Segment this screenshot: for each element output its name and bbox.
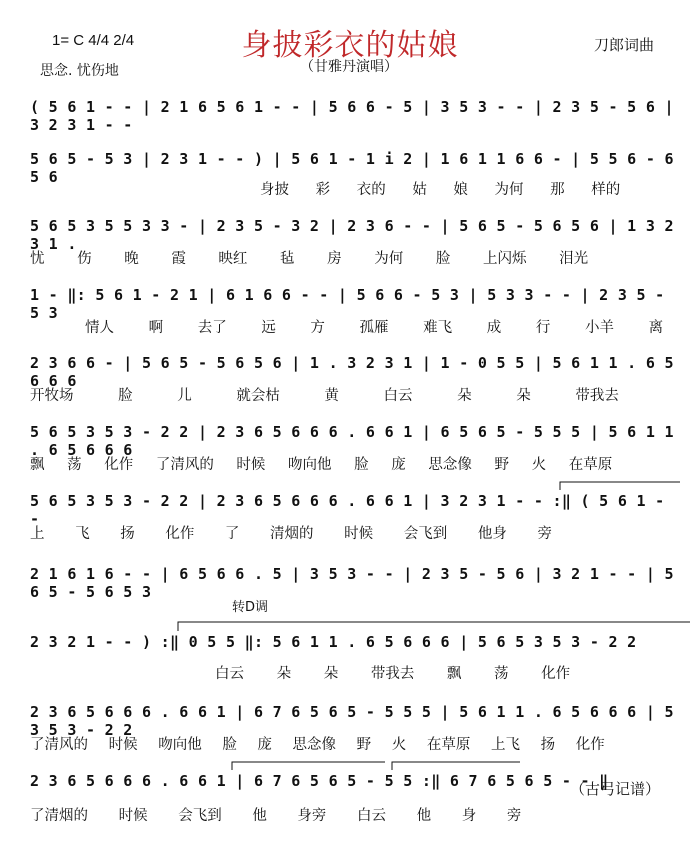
lyric-line: 白云 朵 朵 带我去 飘 荡 化作: [215, 666, 571, 682]
lyric-line: 身披 彩 衣的 姑 娘 为何 那 样的: [260, 182, 621, 198]
lyric-line: 了清烟的 时候 会飞到 他 身旁 白云 他 身 旁: [30, 808, 522, 824]
notation-line: 5 6 5 3 5 5 3 3 - | 2 3 5 - 3 2 | 2 3 6 - - | 5 6 5 - 5 6 5 6 | 1 3 2 3 1 .: [30, 217, 674, 253]
volta-bracket-1: [560, 482, 680, 490]
notation-line: 5 6 5 3 5 3 - 2 2 | 2 3 6 5 6 6 6 . 6 6 1 | 3 2 3 1 - - :‖ ( 5 6 1 - -: [30, 492, 665, 528]
lyric-line: 飘 荡 化作 了清风的 时候 吻向他 脸 庞 思念像 野 火 在草原: [30, 457, 613, 473]
notation-line: 1 - ‖: 5 6 1 - 2 1 | 6 1 6 6 - - | 5 6 6 - 5 3 | 5 3 3 - - | 2 3 5 - 5 3: [30, 286, 665, 322]
lyric-line: 情人 啊 去了 远 方 孤雁 难飞 成 行 小羊 离: [85, 320, 664, 336]
lyric-line: 忧 伤 晚 霞 映红 毡 房 为何 脸 上闪烁 泪光: [30, 251, 589, 267]
notation-line: 2 1 6 1 6 - - | 6 5 6 6 . 5 | 3 5 3 - - | 2 3 5 - 5 6 | 3 2 1 - - | 5 6 5 - 5 6 5 3: [30, 565, 674, 601]
notation-line: 2 3 6 5 6 6 6 . 6 6 1 | 6 7 6 5 6 5 - 5 5 :‖ 6 7 6 5 6 5 - - ‖: [30, 772, 609, 790]
volta-bracket-4: [392, 762, 520, 770]
singer: （甘雅丹演唱）: [300, 59, 398, 75]
mood-marking: 思念. 忧伤地: [40, 63, 119, 79]
key-signature: 1= C 4/4 2/4: [52, 32, 135, 49]
notation-line: 5 6 5 - 5 3 | 2 3 1 - - ) | 5 6 1 - 1 i 2 | 1 6 1 1 6 6 - | 5 5 6 - 6 5 6: [30, 150, 674, 186]
lyric-line: 了清风的 时候 吻向他 脸 庞 思念像 野 火 在草原 上飞 扬 化作: [30, 737, 605, 753]
volta-bracket-3: [232, 762, 385, 770]
transcriber-note: （古弓记谱）: [569, 780, 660, 798]
notation-line: 2 3 6 6 - | 5 6 5 - 5 6 5 6 | 1 . 3 2 3 1 | 1 - 0 5 5 | 5 6 1 1 . 6 5 6 6 6: [30, 354, 674, 390]
volta-bracket-2: [178, 622, 690, 631]
lyric-line: 上 飞 扬 化作 了 清烟的 时候 会飞到 他身 旁: [30, 526, 552, 542]
key-change-note: 转D调: [232, 600, 269, 615]
notation-line: 5 6 5 3 5 3 - 2 2 | 2 3 6 5 6 6 6 . 6 6 1 | 6 5 6 5 - 5 5 5 | 5 6 1 1 . 6 5 6 6 6: [30, 423, 674, 459]
notation-line: 2 3 6 5 6 6 6 . 6 6 1 | 6 7 6 5 6 5 - 5 5 5 | 5 6 1 1 . 6 5 6 6 6 | 5 3 5 3 - 2 2: [30, 703, 674, 739]
song-title: 身披彩衣的姑娘: [241, 28, 459, 63]
credit: 刀郎词曲: [594, 36, 655, 54]
notation-line: ( 5 6 1 - - | 2 1 6 5 6 1 - - | 5 6 6 - 5 | 3 5 3 - - | 2 3 5 - 5 6 | 3 2 3 1 - -: [30, 98, 674, 134]
lyric-line: 开牧场 脸 儿 就会枯 黄 白云 朵 朵 带我去: [30, 388, 619, 404]
notation-line: 2 3 2 1 - - ) :‖ 0 5 5 ‖: 5 6 1 1 . 6 5 6 6 6 | 5 6 5 3 5 3 - 2 2: [30, 633, 637, 651]
